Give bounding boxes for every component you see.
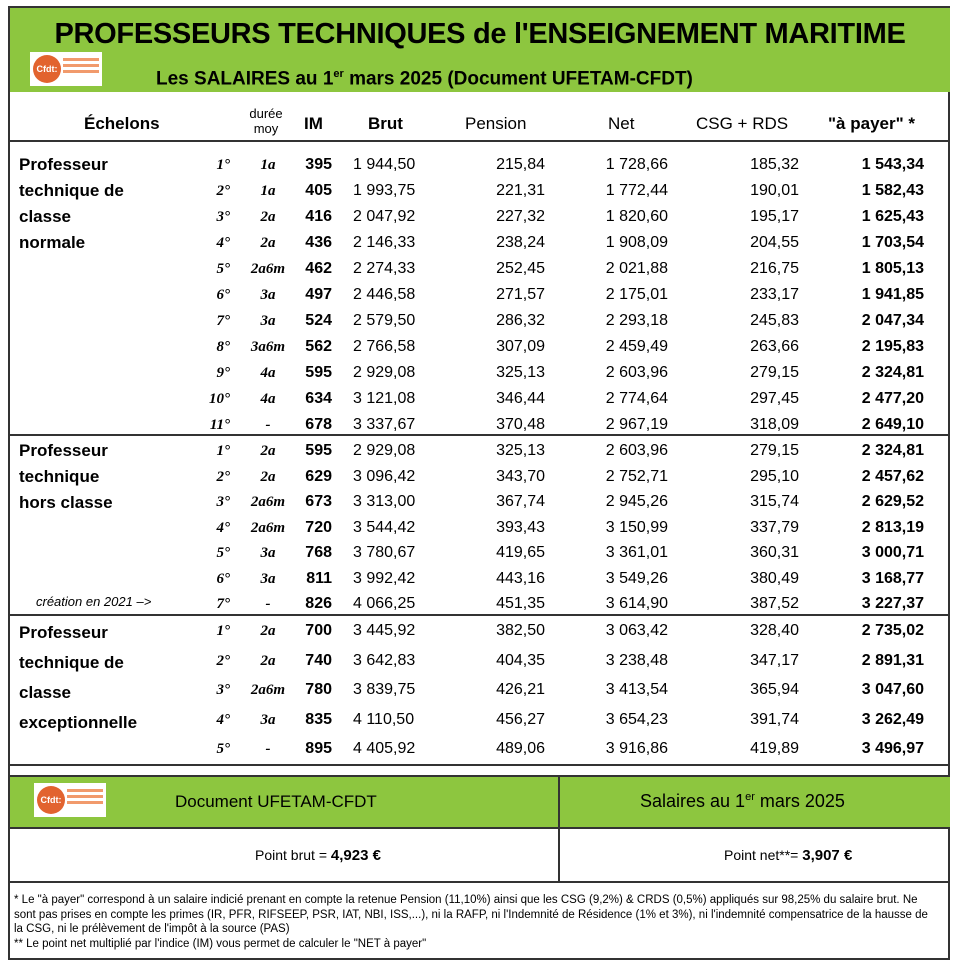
col-duree-line1: durée bbox=[249, 106, 283, 121]
cell-a-payer: 1 582,43 bbox=[861, 182, 924, 199]
cell-a-payer: 3 262,49 bbox=[861, 710, 924, 728]
cell-echelon: 1° bbox=[216, 443, 230, 459]
cell-brut: 1 993,75 bbox=[353, 182, 416, 199]
cell-echelon: 5° bbox=[216, 261, 230, 277]
table-row bbox=[10, 736, 950, 762]
page-title: PROFESSEURS TECHNIQUES de l'ENSEIGNEMENT MARITIME bbox=[54, 18, 906, 50]
point-net-value: 3,907 € bbox=[802, 847, 853, 864]
cell-pension: 419,65 bbox=[496, 544, 545, 561]
section-hors-classe bbox=[10, 436, 950, 616]
cell-pension: 393,43 bbox=[496, 518, 545, 536]
table-row bbox=[10, 618, 950, 644]
cell-brut: 4 405,92 bbox=[353, 740, 416, 757]
section-classe-normale bbox=[10, 142, 950, 436]
cell-brut: 2 446,58 bbox=[353, 286, 416, 303]
footnote-1: * Le "à payer" correspond à un salaire indicié prenant en compte la retenue Pension (11,10%) ainsi que les CSG (9,2%) & CRDS (0,5%) appliqués sur 98,25% du salaire brut. Ne sont pas prises en compte les primes (IR, PFR, RIFSEEP, PSR, IAT, NBI, ISS,...), ni la RAFP, ni l'Indemnité de Résidence (1% et 3%), ni l'indemnité compensatrice de la hausse de la CSG, ni le prélèvement de l'impôt à la source (PAS) bbox=[14, 894, 928, 935]
cell-im: 678 bbox=[305, 416, 332, 433]
cell-brut: 3 121,08 bbox=[353, 390, 416, 407]
table-row bbox=[10, 464, 950, 490]
cell-pension: 286,32 bbox=[496, 312, 545, 329]
cell-im: 780 bbox=[305, 681, 332, 698]
footer-band bbox=[10, 775, 950, 829]
cell-im: 740 bbox=[305, 651, 332, 669]
grade-label-line: classe bbox=[19, 683, 71, 702]
subtitle-text-end: mars 2025 (Document UFETAM-CFDT) bbox=[343, 68, 693, 90]
footer-date-sup: er bbox=[745, 791, 755, 803]
col-im: IM bbox=[304, 114, 323, 133]
cell-net: 3 150,99 bbox=[605, 518, 668, 536]
cell-pension: 325,13 bbox=[496, 442, 545, 459]
cell-im: 595 bbox=[305, 364, 332, 381]
cell-echelon: 4° bbox=[216, 235, 230, 251]
cell-echelon: 2° bbox=[216, 652, 230, 669]
table-row bbox=[10, 308, 950, 334]
cell-duree: 2a bbox=[260, 468, 276, 485]
cell-net: 2 293,18 bbox=[605, 312, 668, 329]
cell-a-payer: 2 324,81 bbox=[861, 442, 924, 459]
cell-pension: 489,06 bbox=[496, 740, 545, 757]
cell-a-payer: 2 457,62 bbox=[861, 467, 924, 485]
cell-pension: 404,35 bbox=[496, 651, 545, 669]
cell-pension: 343,70 bbox=[496, 467, 545, 485]
cell-net: 3 614,90 bbox=[605, 595, 668, 612]
cell-net: 3 238,48 bbox=[605, 651, 668, 669]
cell-duree: 2a6m bbox=[250, 261, 286, 277]
cell-brut: 3 445,92 bbox=[353, 622, 416, 639]
table-row bbox=[10, 360, 950, 386]
table-row bbox=[10, 230, 950, 256]
cell-csg-rds: 245,83 bbox=[750, 312, 799, 329]
cell-im: 416 bbox=[305, 208, 332, 225]
cell-net: 2 752,71 bbox=[605, 467, 668, 485]
cell-echelon: 7° bbox=[216, 596, 230, 612]
point-brut-value: 4,923 € bbox=[330, 847, 381, 864]
cell-csg-rds: 216,75 bbox=[750, 260, 799, 277]
cfdt-logo-lines bbox=[67, 789, 103, 807]
cell-brut: 2 146,33 bbox=[353, 234, 416, 251]
cell-duree: 2a bbox=[260, 623, 276, 639]
cell-csg-rds: 185,32 bbox=[750, 156, 799, 173]
cell-brut: 2 929,08 bbox=[353, 364, 416, 381]
cell-a-payer: 2 629,52 bbox=[861, 493, 924, 510]
cell-im: 768 bbox=[305, 544, 332, 561]
cell-echelon: 8° bbox=[216, 339, 230, 355]
cell-csg-rds: 315,74 bbox=[750, 493, 799, 510]
cell-pension: 370,48 bbox=[496, 416, 545, 433]
page-subtitle bbox=[156, 68, 693, 90]
cell-brut: 1 944,50 bbox=[353, 156, 416, 173]
table-row bbox=[10, 648, 950, 674]
cell-brut: 3 337,67 bbox=[353, 416, 416, 433]
col-csg-rds: CSG + RDS bbox=[696, 114, 789, 133]
subtitle-sup: er bbox=[333, 68, 344, 80]
cfdt-logo-mark: Cfdt: bbox=[37, 786, 65, 814]
cell-a-payer: 3 227,37 bbox=[861, 595, 924, 612]
point-net bbox=[724, 847, 852, 864]
cell-brut: 3 780,67 bbox=[353, 544, 416, 561]
cell-pension: 252,45 bbox=[496, 260, 545, 277]
cell-brut: 2 929,08 bbox=[353, 442, 416, 459]
cell-pension: 221,31 bbox=[496, 182, 545, 199]
cell-net: 1 908,09 bbox=[605, 234, 668, 251]
cell-im: 462 bbox=[305, 260, 332, 277]
cell-csg-rds: 419,89 bbox=[750, 740, 799, 757]
table-row bbox=[10, 515, 950, 541]
cfdt-logo-mark: Cfdt: bbox=[33, 55, 61, 83]
cell-pension: 426,21 bbox=[496, 681, 545, 698]
cell-brut: 2 047,92 bbox=[353, 208, 416, 225]
cell-csg-rds: 380,49 bbox=[750, 569, 799, 587]
cell-echelon: 1° bbox=[216, 157, 230, 173]
cfdt-logo-lines bbox=[63, 58, 99, 76]
footer-document-label: Document UFETAM-CFDT bbox=[175, 792, 377, 811]
cell-a-payer: 2 891,31 bbox=[861, 651, 924, 669]
cell-duree: 2a6m bbox=[250, 494, 286, 510]
cell-im: 895 bbox=[305, 740, 332, 757]
cell-im: 562 bbox=[305, 338, 332, 355]
table-row bbox=[10, 489, 950, 515]
cell-echelon: 5° bbox=[216, 545, 230, 561]
cell-duree: 3a bbox=[260, 313, 276, 329]
cell-pension: 451,35 bbox=[496, 595, 545, 612]
cell-duree: 3a bbox=[260, 545, 276, 561]
grade-label-line: technique de bbox=[19, 181, 124, 200]
cell-im: 634 bbox=[305, 390, 332, 407]
column-headers bbox=[10, 92, 950, 142]
cfdt-logo bbox=[30, 52, 102, 86]
cell-a-payer: 2 735,02 bbox=[861, 622, 924, 639]
grade-label-line: Professeur bbox=[19, 623, 108, 642]
cell-echelon: 5° bbox=[216, 741, 230, 757]
cell-duree: - bbox=[265, 417, 271, 433]
grade-label-line: technique de bbox=[19, 653, 124, 672]
cell-a-payer: 2 477,20 bbox=[861, 390, 924, 407]
cell-brut: 3 544,42 bbox=[353, 518, 416, 536]
footnote-2: ** Le point net multiplié par l'indice (IM) vous permet de calculer le "NET à payer" bbox=[14, 937, 427, 950]
table-row bbox=[10, 256, 950, 282]
cell-pension: 238,24 bbox=[496, 234, 545, 251]
header-band bbox=[10, 8, 950, 92]
cell-im: 835 bbox=[305, 710, 332, 728]
cell-a-payer: 3 168,77 bbox=[861, 569, 924, 587]
cell-a-payer: 3 000,71 bbox=[861, 544, 924, 561]
footer-date-label bbox=[640, 791, 845, 812]
cell-csg-rds: 297,45 bbox=[750, 390, 799, 407]
cell-brut: 3 313,00 bbox=[353, 493, 416, 510]
cell-pension: 367,74 bbox=[496, 493, 545, 510]
cell-im: 629 bbox=[305, 467, 332, 485]
grade-label-line: technique bbox=[19, 467, 100, 486]
cell-net: 3 413,54 bbox=[605, 681, 668, 698]
cell-echelon: 6° bbox=[216, 570, 230, 587]
col-duree bbox=[238, 106, 294, 136]
cell-a-payer: 3 496,97 bbox=[861, 740, 924, 757]
cell-im: 826 bbox=[305, 595, 332, 612]
grade-label-line: classe bbox=[19, 207, 71, 226]
cell-echelon: 3° bbox=[216, 494, 230, 510]
cell-csg-rds: 295,10 bbox=[750, 467, 799, 485]
cell-pension: 346,44 bbox=[496, 390, 545, 407]
table-row bbox=[10, 204, 950, 230]
col-pension: Pension bbox=[465, 114, 527, 133]
cell-echelon: 3° bbox=[216, 682, 230, 698]
col-echelons: Échelons bbox=[84, 114, 160, 133]
footnotes bbox=[14, 893, 934, 951]
cell-csg-rds: 391,74 bbox=[750, 710, 799, 728]
table-row bbox=[10, 438, 950, 464]
cell-duree: 2a6m bbox=[250, 519, 286, 536]
table-row bbox=[10, 591, 950, 617]
cell-duree: 3a bbox=[260, 570, 276, 587]
footer-date-text-end: mars 2025 bbox=[754, 791, 845, 811]
cell-a-payer: 1 703,54 bbox=[861, 234, 924, 251]
cell-echelon: 1° bbox=[216, 623, 230, 639]
cell-net: 3 654,23 bbox=[605, 710, 668, 728]
cell-im: 673 bbox=[305, 493, 332, 510]
cell-echelon: 6° bbox=[216, 287, 230, 303]
cell-a-payer: 3 047,60 bbox=[861, 681, 924, 698]
cell-echelon: 2° bbox=[216, 183, 230, 199]
cell-csg-rds: 347,17 bbox=[750, 651, 799, 669]
cell-brut: 2 579,50 bbox=[353, 312, 416, 329]
cell-im: 595 bbox=[305, 442, 332, 459]
table-row bbox=[10, 412, 950, 438]
col-a-payer: "à payer" * bbox=[828, 114, 916, 133]
cell-net: 3 549,26 bbox=[605, 569, 668, 587]
cell-csg-rds: 337,79 bbox=[750, 518, 799, 536]
cell-a-payer: 1 625,43 bbox=[861, 208, 924, 225]
cell-net: 2 774,64 bbox=[605, 390, 668, 407]
cell-net: 2 603,96 bbox=[605, 364, 668, 381]
cell-brut: 4 066,25 bbox=[353, 595, 416, 612]
table-row bbox=[10, 152, 950, 178]
grade-label-line: hors classe bbox=[19, 493, 113, 512]
cell-pension: 215,84 bbox=[496, 156, 545, 173]
table-row bbox=[10, 677, 950, 703]
cell-brut: 3 642,83 bbox=[353, 651, 416, 669]
table-row bbox=[10, 178, 950, 204]
cell-brut: 3 992,42 bbox=[353, 569, 416, 587]
cell-csg-rds: 328,40 bbox=[750, 622, 799, 639]
cell-duree: 2a bbox=[260, 209, 276, 225]
section-classe-exceptionnelle bbox=[10, 616, 950, 766]
cell-echelon: 9° bbox=[216, 365, 230, 381]
cell-im: 720 bbox=[305, 518, 332, 536]
cell-net: 2 603,96 bbox=[605, 442, 668, 459]
point-net-label: Point net**= bbox=[724, 847, 803, 863]
cell-net: 2 175,01 bbox=[605, 286, 668, 303]
cell-brut: 3 839,75 bbox=[353, 681, 416, 698]
cell-duree: 4a bbox=[260, 391, 276, 407]
cell-a-payer: 1 543,34 bbox=[861, 156, 924, 173]
cell-csg-rds: 263,66 bbox=[750, 338, 799, 355]
col-duree-line2: moy bbox=[253, 121, 279, 136]
cell-duree: 3a6m bbox=[250, 339, 286, 355]
cell-pension: 325,13 bbox=[496, 364, 545, 381]
table-row bbox=[10, 540, 950, 566]
cell-csg-rds: 190,01 bbox=[750, 182, 799, 199]
table-row bbox=[10, 566, 950, 592]
cell-duree: 2a bbox=[260, 235, 276, 251]
cell-duree: 2a6m bbox=[250, 682, 286, 698]
cell-a-payer: 1 941,85 bbox=[861, 286, 924, 303]
cell-echelon: 4° bbox=[216, 519, 230, 536]
grade-label-line: Professeur bbox=[19, 441, 108, 460]
point-values bbox=[10, 829, 950, 883]
cell-duree: 1a bbox=[260, 157, 276, 173]
cell-brut: 4 110,50 bbox=[353, 710, 415, 728]
grade-label-line: exceptionnelle bbox=[19, 713, 138, 732]
cfdt-logo-footer bbox=[34, 783, 106, 817]
cell-csg-rds: 318,09 bbox=[750, 416, 799, 433]
cell-pension: 456,27 bbox=[496, 710, 545, 728]
cell-net: 2 967,19 bbox=[605, 416, 668, 433]
cell-a-payer: 2 047,34 bbox=[861, 312, 924, 329]
cell-csg-rds: 204,55 bbox=[750, 234, 799, 251]
col-net: Net bbox=[608, 114, 635, 133]
cell-a-payer: 2 324,81 bbox=[861, 364, 924, 381]
cell-echelon: 10° bbox=[209, 391, 230, 407]
cell-echelon: 4° bbox=[216, 711, 230, 728]
footer-date-text: Salaires au 1 bbox=[640, 791, 746, 811]
subtitle-text: Les SALAIRES au 1 bbox=[156, 68, 334, 90]
cell-echelon: 2° bbox=[216, 468, 230, 485]
cell-duree: 4a bbox=[260, 365, 276, 381]
cell-duree: - bbox=[265, 741, 271, 757]
table-row bbox=[10, 386, 950, 412]
cell-duree: 3a bbox=[260, 287, 276, 303]
cell-im: 436 bbox=[305, 234, 332, 251]
cell-net: 1 820,60 bbox=[605, 208, 668, 225]
cell-net: 2 021,88 bbox=[605, 260, 668, 277]
cell-a-payer: 2 195,83 bbox=[861, 338, 924, 355]
cell-duree: - bbox=[265, 596, 271, 612]
cell-pension: 307,09 bbox=[496, 338, 545, 355]
cell-echelon: 11° bbox=[209, 417, 230, 433]
cell-net: 2 459,49 bbox=[605, 338, 668, 355]
cell-echelon: 7° bbox=[216, 313, 230, 329]
cell-im: 405 bbox=[305, 182, 332, 199]
cell-im: 700 bbox=[305, 622, 332, 639]
point-brut-label: Point brut = bbox=[255, 847, 331, 863]
cell-im: 524 bbox=[305, 312, 332, 329]
cell-pension: 227,32 bbox=[496, 208, 545, 225]
table-row bbox=[10, 334, 950, 360]
cell-im: 497 bbox=[305, 286, 332, 303]
cell-pension: 382,50 bbox=[496, 622, 545, 639]
cell-pension: 443,16 bbox=[496, 569, 545, 587]
cell-brut: 2 766,58 bbox=[353, 338, 416, 355]
cell-net: 1 772,44 bbox=[605, 182, 668, 199]
point-brut bbox=[255, 847, 381, 864]
cell-net: 3 916,86 bbox=[605, 740, 668, 757]
cell-csg-rds: 365,94 bbox=[750, 681, 799, 698]
cell-csg-rds: 233,17 bbox=[750, 286, 799, 303]
cell-im: 395 bbox=[305, 156, 332, 173]
cell-duree: 2a bbox=[260, 652, 276, 669]
cell-net: 3 063,42 bbox=[605, 622, 668, 639]
cell-duree: 2a bbox=[260, 443, 276, 459]
cell-duree: 1a bbox=[260, 183, 276, 199]
cell-csg-rds: 279,15 bbox=[750, 442, 799, 459]
col-brut: Brut bbox=[368, 114, 403, 133]
cell-echelon: 3° bbox=[216, 209, 230, 225]
table-row bbox=[10, 707, 950, 733]
cell-csg-rds: 195,17 bbox=[750, 208, 799, 225]
cell-csg-rds: 279,15 bbox=[750, 364, 799, 381]
cell-a-payer: 2 649,10 bbox=[861, 416, 924, 433]
cell-csg-rds: 360,31 bbox=[750, 544, 799, 561]
cell-net: 1 728,66 bbox=[605, 156, 668, 173]
grade-label-line: normale bbox=[19, 233, 86, 252]
cell-net: 2 945,26 bbox=[605, 493, 668, 510]
footer-divider bbox=[558, 775, 560, 883]
cell-net: 3 361,01 bbox=[605, 544, 668, 561]
cell-pension: 271,57 bbox=[496, 286, 545, 303]
cell-brut: 3 096,42 bbox=[353, 467, 416, 485]
cell-im: 811 bbox=[306, 569, 332, 587]
cell-brut: 2 274,33 bbox=[353, 260, 416, 277]
cell-csg-rds: 387,52 bbox=[750, 595, 799, 612]
grade-label-line: Professeur bbox=[19, 155, 108, 174]
creation-2021-note: création en 2021 –> bbox=[36, 594, 152, 609]
cell-duree: 3a bbox=[260, 711, 276, 728]
table-row bbox=[10, 282, 950, 308]
cell-a-payer: 2 813,19 bbox=[861, 518, 924, 536]
cell-a-payer: 1 805,13 bbox=[861, 260, 924, 277]
